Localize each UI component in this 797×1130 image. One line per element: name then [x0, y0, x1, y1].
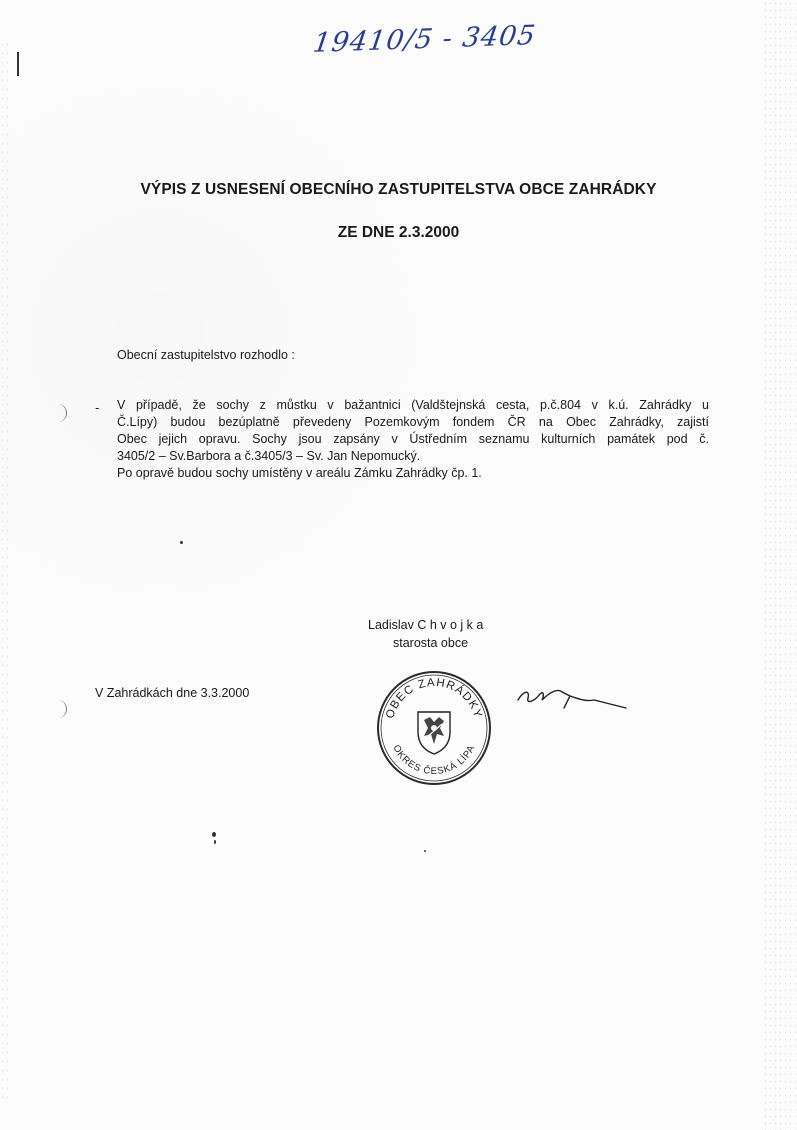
decision-label: Obecní zastupitelstvo rozhodlo : [117, 348, 295, 362]
resolution-line: Č.Lípy) budou bezúplatně převedeny Pozemkovým fondem ČR na Obec Zahrádky, zajistí [117, 415, 709, 429]
resolution-line: V případě, že sochy z můstku v bažantnici (Valdštejnská cesta, p.č.804 v k.ú. Zahrádky u [117, 398, 709, 412]
handwritten-signature [514, 682, 634, 722]
scan-speck [180, 541, 183, 544]
list-bullet: - [95, 400, 100, 415]
scan-edge-noise [763, 0, 797, 1130]
signer-role: starosta obce [393, 636, 469, 650]
scan-speck [214, 840, 216, 844]
scan-edge-mark [17, 52, 19, 76]
document-title: VÝPIS Z USNESENÍ OBECNÍHO ZASTUPITELSTVA OBCE ZAHRÁDKY [140, 181, 657, 198]
official-stamp [374, 668, 494, 788]
scan-speck [212, 832, 216, 837]
resolution-line: Obec jejich opravu. Sochy jsou zapsány v Ústředním seznamu kulturních památek pod č. [117, 432, 709, 446]
document-date-line: ZE DNE 2.3.2000 [337, 224, 460, 241]
resolution-text [117, 397, 709, 482]
scan-edge-noise-left [0, 40, 12, 1100]
resolution-line: 3405/2 – Sv.Barbora a č.3405/3 – Sv. Jan Nepomucký. [117, 449, 421, 463]
signer-name: Ladislav C h v o j k a [368, 618, 484, 632]
handwritten-reference-number: 19410/5 - 3405 [311, 20, 538, 59]
stamp-text-bottom: OKRES ČESKÁ LÍPA [390, 743, 478, 778]
punch-hole-icon [56, 700, 67, 718]
punch-hole-icon [56, 404, 67, 422]
resolution-line: Po opravě budou sochy umístěny v areálu Zámku Zahrádky čp. 1. [117, 466, 482, 480]
svg-text:OKRES ČESKÁ LÍPA [391, 743, 478, 777]
place-and-date: V Zahrádkách dne 3.3.2000 [95, 686, 250, 700]
scan-speck [424, 850, 426, 852]
stamp-text-top: OBEC ZAHRÁDKY [384, 676, 484, 721]
